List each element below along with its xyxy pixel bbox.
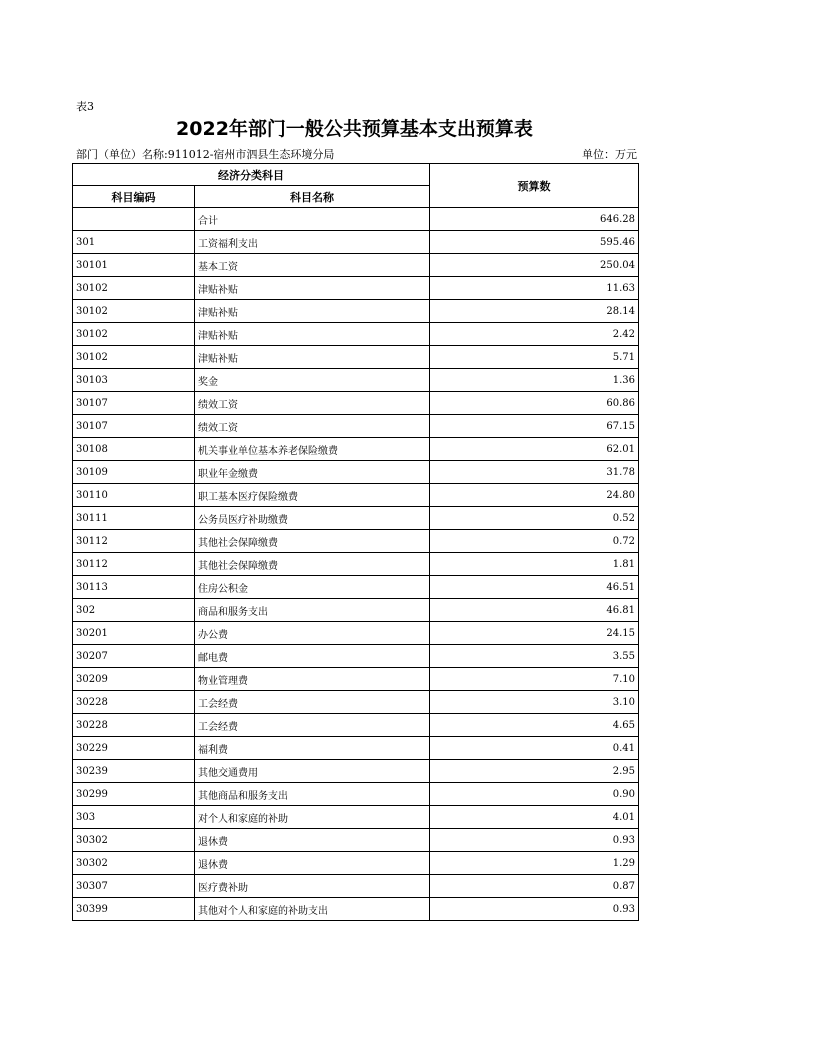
cell-name: 津贴补贴 (195, 300, 430, 323)
cell-code: 30102 (73, 346, 195, 369)
cell-name: 机关事业单位基本养老保险缴费 (195, 438, 430, 461)
cell-amount: 7.10 (430, 668, 639, 691)
header-budget-amount: 预算数 (430, 164, 639, 208)
table-row (73, 530, 639, 553)
cell-amount: 646.28 (430, 208, 639, 231)
cell-code: 303 (73, 806, 195, 829)
cell-code: 301 (73, 231, 195, 254)
department-name: 部门（单位）名称:911012-宿州市泗县生态环境分局 (76, 148, 335, 161)
cell-code: 30103 (73, 369, 195, 392)
table-row (73, 829, 639, 852)
cell-code: 30299 (73, 783, 195, 806)
cell-code (73, 208, 195, 231)
table-row (73, 369, 639, 392)
table-row (73, 875, 639, 898)
cell-amount: 5.71 (430, 346, 639, 369)
cell-code: 30102 (73, 277, 195, 300)
table-row (73, 760, 639, 783)
cell-name: 奖金 (195, 369, 430, 392)
cell-amount: 24.15 (430, 622, 639, 645)
table-row (73, 691, 639, 714)
table-row (73, 415, 639, 438)
cell-code: 30101 (73, 254, 195, 277)
cell-name: 其他商品和服务支出 (195, 783, 430, 806)
table-row (73, 737, 639, 760)
table-row (73, 231, 639, 254)
table-row (73, 622, 639, 645)
table-row (73, 208, 639, 231)
table-row (73, 254, 639, 277)
table-row (73, 668, 639, 691)
cell-amount: 2.95 (430, 760, 639, 783)
cell-amount: 0.87 (430, 875, 639, 898)
cell-code: 30109 (73, 461, 195, 484)
cell-code: 30113 (73, 576, 195, 599)
cell-name: 退休费 (195, 829, 430, 852)
cell-name: 医疗费补助 (195, 875, 430, 898)
cell-amount: 1.81 (430, 553, 639, 576)
cell-amount: 0.52 (430, 507, 639, 530)
cell-code: 30399 (73, 898, 195, 921)
cell-name: 邮电费 (195, 645, 430, 668)
cell-name: 其他交通费用 (195, 760, 430, 783)
cell-name: 退休费 (195, 852, 430, 875)
cell-name: 其他社会保障缴费 (195, 553, 430, 576)
budget-table (72, 163, 639, 921)
table-row (73, 438, 639, 461)
cell-amount: 3.55 (430, 645, 639, 668)
cell-name: 公务员医疗补助缴费 (195, 507, 430, 530)
cell-code: 30111 (73, 507, 195, 530)
cell-amount: 11.63 (430, 277, 639, 300)
cell-name: 津贴补贴 (195, 277, 430, 300)
table-row (73, 576, 639, 599)
table-row (73, 392, 639, 415)
cell-name: 住房公积金 (195, 576, 430, 599)
table-row (73, 300, 639, 323)
cell-name: 对个人和家庭的补助 (195, 806, 430, 829)
cell-name: 福利费 (195, 737, 430, 760)
cell-amount: 1.36 (430, 369, 639, 392)
cell-name: 津贴补贴 (195, 346, 430, 369)
cell-code: 30228 (73, 691, 195, 714)
cell-name: 工会经费 (195, 691, 430, 714)
cell-name: 物业管理费 (195, 668, 430, 691)
header-subject-code: 科目编码 (73, 186, 195, 208)
cell-code: 30108 (73, 438, 195, 461)
cell-name: 津贴补贴 (195, 323, 430, 346)
cell-amount: 4.65 (430, 714, 639, 737)
cell-amount: 28.14 (430, 300, 639, 323)
table-row (73, 645, 639, 668)
table-row (73, 806, 639, 829)
cell-name: 绩效工资 (195, 392, 430, 415)
table-row (73, 852, 639, 875)
cell-amount: 3.10 (430, 691, 639, 714)
table-number: 表3 (76, 100, 94, 113)
table-row (73, 346, 639, 369)
cell-amount: 595.46 (430, 231, 639, 254)
table-row (73, 898, 639, 921)
table-row (73, 277, 639, 300)
cell-code: 30201 (73, 622, 195, 645)
cell-code: 30229 (73, 737, 195, 760)
cell-name: 绩效工资 (195, 415, 430, 438)
cell-name: 职工基本医疗保险缴费 (195, 484, 430, 507)
cell-code: 30107 (73, 415, 195, 438)
cell-code: 30110 (73, 484, 195, 507)
cell-code: 302 (73, 599, 195, 622)
cell-name: 合计 (195, 208, 430, 231)
cell-amount: 0.93 (430, 898, 639, 921)
cell-amount: 67.15 (430, 415, 639, 438)
cell-code: 30228 (73, 714, 195, 737)
cell-code: 30302 (73, 852, 195, 875)
cell-amount: 24.80 (430, 484, 639, 507)
cell-name: 其他对个人和家庭的补助支出 (195, 898, 430, 921)
cell-amount: 60.86 (430, 392, 639, 415)
cell-amount: 62.01 (430, 438, 639, 461)
header-row-group (73, 164, 639, 186)
cell-code: 30307 (73, 875, 195, 898)
cell-amount: 46.51 (430, 576, 639, 599)
header-subject-name: 科目名称 (195, 186, 430, 208)
cell-code: 30207 (73, 645, 195, 668)
cell-name: 工会经费 (195, 714, 430, 737)
cell-amount: 1.29 (430, 852, 639, 875)
cell-code: 30102 (73, 300, 195, 323)
table-row (73, 323, 639, 346)
cell-name: 其他社会保障缴费 (195, 530, 430, 553)
table-row (73, 599, 639, 622)
table-row (73, 507, 639, 530)
cell-code: 30112 (73, 553, 195, 576)
cell-name: 工资福利支出 (195, 231, 430, 254)
cell-name: 职业年金缴费 (195, 461, 430, 484)
header-economic-category: 经济分类科目 (73, 164, 430, 186)
cell-code: 30239 (73, 760, 195, 783)
cell-amount: 0.90 (430, 783, 639, 806)
cell-amount: 0.93 (430, 829, 639, 852)
table-row (73, 484, 639, 507)
cell-amount: 250.04 (430, 254, 639, 277)
table-row (73, 714, 639, 737)
cell-amount: 2.42 (430, 323, 639, 346)
cell-code: 30102 (73, 323, 195, 346)
table-row (73, 783, 639, 806)
cell-amount: 31.78 (430, 461, 639, 484)
cell-name: 基本工资 (195, 254, 430, 277)
cell-code: 30302 (73, 829, 195, 852)
cell-code: 30112 (73, 530, 195, 553)
cell-amount: 0.72 (430, 530, 639, 553)
cell-amount: 46.81 (430, 599, 639, 622)
table-row (73, 553, 639, 576)
page-title: 2022年部门一般公共预算基本支出预算表 (176, 118, 533, 140)
unit-label: 单位：万元 (582, 148, 637, 161)
cell-name: 办公费 (195, 622, 430, 645)
cell-amount: 4.01 (430, 806, 639, 829)
cell-code: 30107 (73, 392, 195, 415)
cell-amount: 0.41 (430, 737, 639, 760)
table-row (73, 461, 639, 484)
cell-name: 商品和服务支出 (195, 599, 430, 622)
cell-code: 30209 (73, 668, 195, 691)
